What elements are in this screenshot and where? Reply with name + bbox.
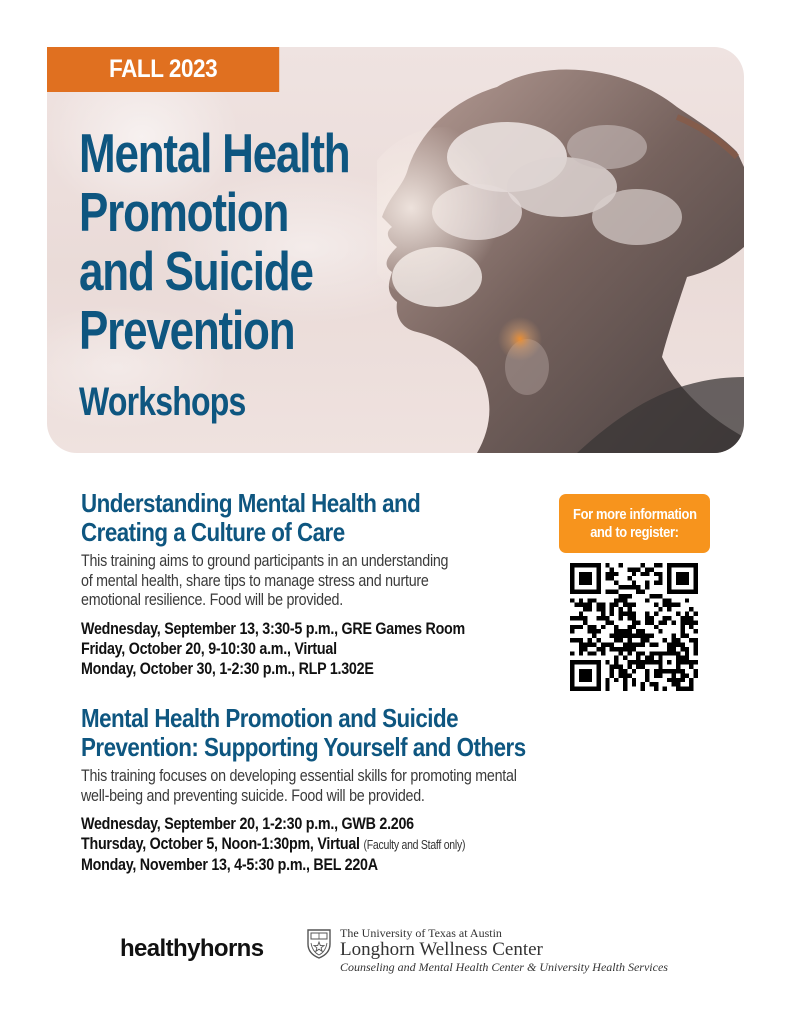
session-item (81, 639, 465, 659)
session-item (81, 814, 517, 834)
session-text: Wednesday, September 13, 3:30-5 p.m., GRE Games Room (81, 618, 465, 638)
workshop-title (81, 489, 474, 547)
session-item (81, 619, 465, 639)
register-callout (559, 494, 710, 553)
session-list (81, 814, 517, 875)
qr-code-icon[interactable] (570, 563, 698, 691)
description-line: of mental health, share tips to manage stress and nurture (81, 570, 429, 590)
workshop-title-line: Prevention: Supporting Yourself and Others (81, 732, 526, 762)
session-item (81, 855, 517, 875)
session-text: Monday, October 30, 1-2:30 p.m., RLP 1.302E (81, 658, 374, 678)
session-text: Monday, November 13, 4-5:30 p.m., BEL 220A (81, 855, 378, 874)
head-silhouette-photo (377, 47, 744, 453)
description-line: emotional resilience. Food will be provided. (81, 590, 343, 609)
workshop-title (81, 704, 527, 762)
title-line: and Suicide (79, 240, 313, 302)
page-subtitle: Workshops (79, 380, 246, 424)
description-line: well-being and preventing suicide. Food will be provided. (81, 785, 425, 805)
session-list (81, 619, 465, 679)
session-item (81, 659, 465, 679)
hero-banner (47, 47, 744, 453)
center-tagline: Counseling and Mental Health Center & University Health Services (340, 960, 668, 974)
university-lockup (340, 927, 668, 974)
workshop-section-1 (81, 489, 538, 679)
workshop-description (81, 766, 517, 805)
session-item (81, 834, 517, 855)
session-text: Wednesday, September 20, 1-2:30 p.m., GWB 2.206 (81, 814, 414, 833)
page-title (79, 124, 349, 360)
description-line: This training focuses on developing essential skills for promoting mental (81, 766, 517, 785)
healthyhorns-logo: healthyhorns (120, 935, 264, 962)
ut-seal-icon (307, 929, 331, 959)
workshop-title-line: Creating a Culture of Care (81, 517, 345, 547)
workshop-title-line: Understanding Mental Health and (81, 488, 421, 518)
title-line: Promotion (79, 181, 289, 243)
workshop-section-2 (81, 704, 600, 875)
title-line: Prevention (79, 299, 295, 361)
center-name: Longhorn Wellness Center (340, 939, 543, 960)
session-text: Friday, October 20, 9-10:30 a.m., Virtual (81, 638, 337, 658)
title-line: Mental Health (79, 122, 350, 184)
description-line: This training aims to ground participants in an understanding (81, 551, 449, 570)
session-note: (Faculty and Staff only) (363, 838, 466, 852)
callout-line: and to register: (590, 523, 679, 541)
season-badge: FALL 2023 (47, 47, 279, 92)
session-text: Thursday, October 5, Noon-1:30pm, Virtual (81, 834, 360, 853)
university-name: The University of Texas at Austin (340, 926, 502, 940)
callout-line: For more information (572, 505, 697, 523)
workshop-title-line: Mental Health Promotion and Suicide (81, 703, 459, 733)
workshop-description (81, 551, 465, 610)
